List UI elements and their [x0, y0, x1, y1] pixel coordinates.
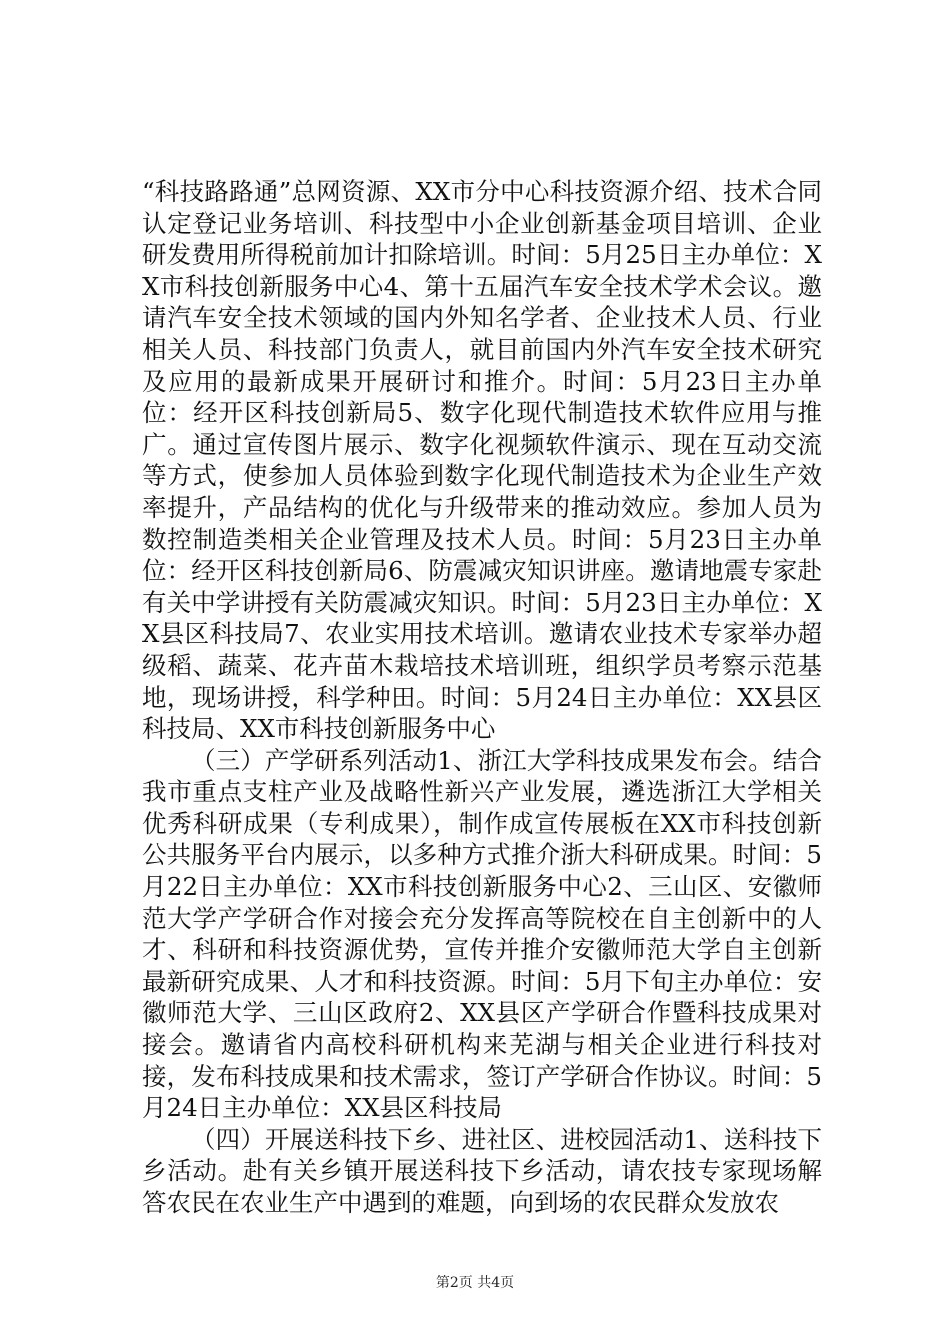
paragraph-industry-university-research: （三）产学研系列活动1、浙江大学科技成果发布会。结合我市重点支柱产业及战略性新兴产业发展，遴选浙江大学相关优秀科研成果（专利成果），制作成宣传展板在XX市科技创新公共服务平台内展示，以多种方式推介浙大科研成果。时间：5月22日主办单位：XX市科技创新服务中心2、三山区、安徽师范大学产学研合作对接会充分发挥高等院校在自主创新中的人才、科研和科技资源优势，宣传并推介安徽师范大学自主创新最新研究成果、人才和科技资源。时间：5月下旬主办单位：安徽师范大学、三山区政府2、XX县区产学研合作暨科技成果对接会。邀请省内高校科研机构来芜湖与相关企业进行科技对接，发布科技成果和技术需求，签订产学研合作协议。时间：5月24日主办单位：XX县区科技局 [142, 745, 822, 1123]
page-footer: 第2页 共4页 [435, 1275, 515, 1291]
paragraph-activities-continued: “科技路路通”总网资源、XX市分中心科技资源介绍、技术合同认定登记业务培训、科技型中小企业创新基金项目培训、企业研发费用所得税前加计扣除培训。时间：5月25日主办单位：XX市科技创新服务中心4、第十五届汽车安全技术学术会议。邀请汽车安全技术领域的国内外知名学者、企业技术人员、行业相关人员、科技部门负责人，就目前国内外汽车安全技术研究及应用的最新成果开展研讨和推介。时间：5月23日主办单位：经开区科技创新局5、数字化现代制造技术软件应用与推广。通过宣传图片展示、数字化视频软件演示、现在互动交流等方式，使参加人员体验到数字化现代制造技术为企业生产效率提升，产品结构的优化与升级带来的推动效应。参加人员为数控制造类相关企业管理及技术人员。时间：5月23日主办单位：经开区科技创新局6、防震减灾知识讲座。邀请地震专家赴有关中学讲授有关防震减灾知识。时间：5月23日主办单位：XX县区科技局7、农业实用技术培训。邀请农业技术专家举办超级稻、蔬菜、花卉苗木栽培技术培训班，组织学员考察示范基地，现场讲授，科学种田。时间：5月24日主办单位：XX县区科技局、XX市科技创新服务中心 [142, 177, 822, 744]
document-body [142, 176, 822, 1219]
paragraph-science-to-countryside: （四）开展送科技下乡、进社区、进校园活动1、送科技下乡活动。赴有关乡镇开展送科技下乡活动，请农技专家现场解答农民在农业生产中遇到的难题，向到场的农民群众发放农 [142, 1124, 822, 1217]
